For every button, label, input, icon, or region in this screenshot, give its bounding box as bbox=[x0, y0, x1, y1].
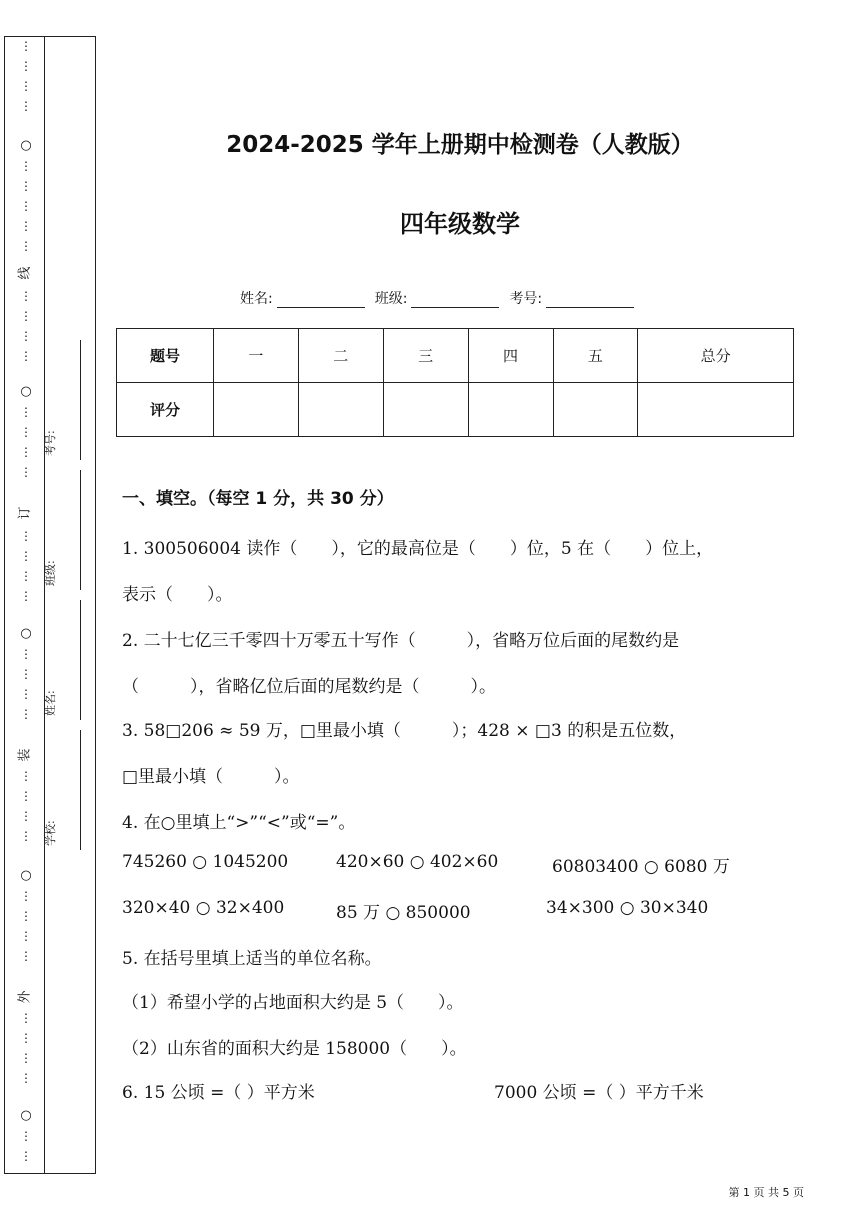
bind-word-ding: 订 bbox=[17, 506, 33, 520]
name-label: 姓名: bbox=[240, 291, 273, 307]
class-field[interactable] bbox=[375, 284, 500, 308]
binding-circle: ○ bbox=[20, 868, 32, 883]
score-cell[interactable] bbox=[383, 383, 468, 437]
table-cell: 总分 bbox=[638, 329, 794, 383]
question-1-line-1: 1. 300506004 读作（ ），它的最高位是（ ）位，5 在（ ）位上， bbox=[122, 539, 714, 559]
binding-circle: ○ bbox=[20, 384, 32, 399]
page-footer: 第 1 页 共 5 页 bbox=[728, 1186, 804, 1199]
exam-no-label: 考号: bbox=[509, 291, 543, 307]
bind-word-xian: 线 bbox=[17, 266, 33, 280]
class-label: 班级: bbox=[374, 291, 408, 307]
exam-no-field[interactable] bbox=[509, 284, 634, 308]
bind-word-zhuang: 装 bbox=[17, 748, 33, 762]
page-title: 2024-2025 学年上册期中检测卷（人教版） bbox=[226, 132, 694, 158]
question-4-title: 4. 在○里填上“>”“<”或“=”。 bbox=[122, 813, 356, 833]
bind-word-wai: 外 bbox=[17, 990, 33, 1004]
score-table-header-row bbox=[117, 329, 794, 383]
exam-no-blank[interactable] bbox=[546, 291, 634, 308]
question-6-a: 6. 15 公顷 =（ ）平方米 bbox=[122, 1083, 315, 1103]
compare-item: 85 万 ○ 850000 bbox=[336, 903, 471, 923]
name-field[interactable] bbox=[240, 284, 365, 308]
question-3-line-2: □里最小填（ ）。 bbox=[122, 767, 300, 787]
student-info-row bbox=[240, 284, 680, 308]
table-cell: 题号 bbox=[117, 329, 214, 383]
section-title: 一、填空。（每空 1 分，共 30 分） bbox=[122, 489, 394, 509]
score-table bbox=[116, 328, 794, 437]
question-5-1: （1）希望小学的占地面积大约是 5（ ）。 bbox=[122, 993, 464, 1013]
binding-circle: ○ bbox=[20, 626, 32, 641]
info-school: 学校: bbox=[52, 730, 92, 850]
table-cell: 二 bbox=[298, 329, 383, 383]
name-blank[interactable] bbox=[277, 291, 365, 308]
info-name: 姓名: bbox=[52, 600, 92, 720]
binding-dots-column: ⋮ ⋮ ⋮ ⋮ ○ ⋮ ⋮ ⋮ ⋮ ⋮ 线 ⋮ ⋮ ⋮ ⋮ ○ ⋮ ⋮ ⋮ ⋮ 订 ⋮ ⋮ ⋮ ⋮ ○ ⋮ ⋮ ⋮ ⋮ 装 ⋮ ⋮ ⋮ ⋮ ○ ⋮ ⋮ ⋮ ⋮ 外 ⋮ ⋮ ⋮ ⋮ ○ ⋮ ⋮ bbox=[14, 40, 38, 1170]
compare-item: 34×300 ○ 30×340 bbox=[546, 898, 709, 918]
info-class: 班级: bbox=[52, 470, 92, 590]
score-table-score-row bbox=[117, 383, 794, 437]
question-3-line-1: 3. 58□206 ≈ 59 万，□里最小填（ ）；428 × □3 的积是五位数， bbox=[122, 721, 687, 741]
binding-circle: ○ bbox=[20, 1108, 32, 1123]
question-1-line-2: 表示（ ）。 bbox=[122, 585, 233, 605]
table-cell: 四 bbox=[468, 329, 553, 383]
class-blank[interactable] bbox=[411, 291, 499, 308]
question-2-line-2: （ ），省略亿位后面的尾数约是（ ）。 bbox=[122, 677, 496, 697]
question-5-2: （2）山东省的面积大约是 158000（ ）。 bbox=[122, 1039, 467, 1059]
score-cell[interactable] bbox=[214, 383, 299, 437]
compare-item: 320×40 ○ 32×400 bbox=[122, 898, 285, 918]
page-subtitle: 四年级数学 bbox=[400, 210, 520, 238]
score-cell[interactable] bbox=[298, 383, 383, 437]
compare-item: 60803400 ○ 6080 万 bbox=[552, 857, 730, 877]
table-cell: 评分 bbox=[117, 383, 214, 437]
compare-item: 420×60 ○ 402×60 bbox=[336, 852, 499, 872]
table-cell: 一 bbox=[214, 329, 299, 383]
question-5-title: 5. 在括号里填上适当的单位名称。 bbox=[122, 949, 382, 969]
binding-divider bbox=[44, 36, 45, 1174]
compare-item: 745260 ○ 1045200 bbox=[122, 852, 289, 872]
student-info-column bbox=[44, 340, 92, 860]
table-cell: 五 bbox=[553, 329, 638, 383]
table-cell: 三 bbox=[383, 329, 468, 383]
question-6-b: 7000 公顷 =（ ）平方千米 bbox=[494, 1083, 704, 1103]
score-cell[interactable] bbox=[468, 383, 553, 437]
binding-circle: ○ bbox=[20, 138, 32, 153]
score-cell[interactable] bbox=[638, 383, 794, 437]
score-cell[interactable] bbox=[553, 383, 638, 437]
question-2-line-1: 2. 二十七亿三千零四十万零五十写作（ ），省略万位后面的尾数约是 bbox=[122, 631, 680, 651]
info-exam-no: 考号: bbox=[52, 340, 92, 460]
